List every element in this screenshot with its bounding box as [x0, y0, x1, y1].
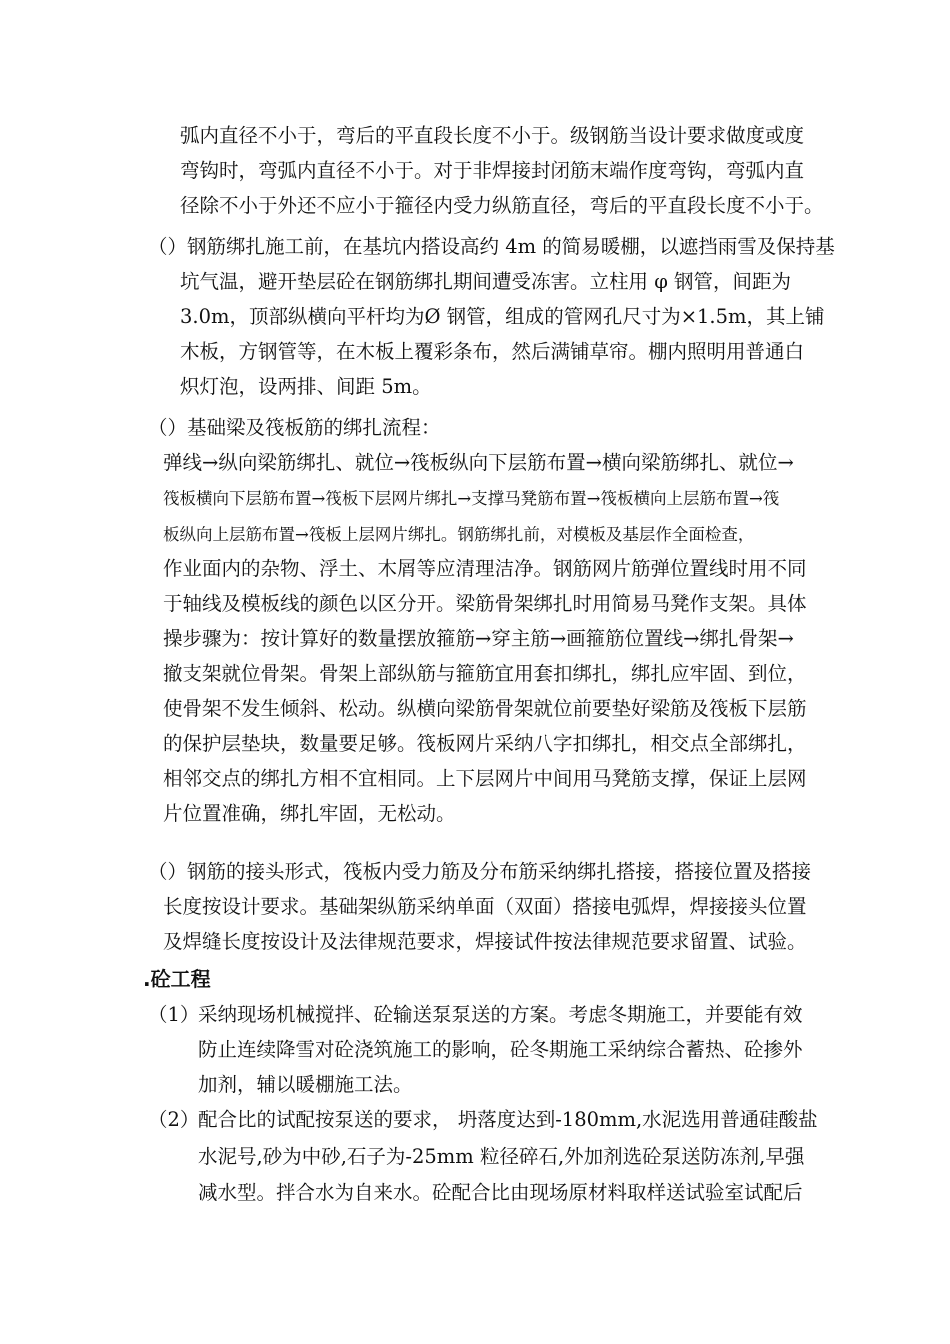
paragraph-line: 片位置准确，绑扎牢固，无松动。: [163, 802, 456, 825]
paragraph-line: 木板，方钢管等，在木板上覆彩条布，然后满铺草帘。棚内照明用普通白: [180, 340, 805, 363]
paragraph-line: 采纳现场机械搅拌、砼输送泵泵送的方案。考虑冬期施工，并要能有效: [198, 1003, 803, 1026]
paragraph-line: 弹线→纵向梁筋绑扎、就位→筏板纵向下层筋布置→横向梁筋绑扎、就位→: [163, 451, 794, 474]
paragraph-line: （）钢筋绑扎施工前，在基坑内搭设高约 4m 的简易暖棚，以遮挡雨雪及保持基: [148, 235, 835, 258]
paragraph-line: 减水型。拌合水为自来水。砼配合比由现场原材料取样送试验室试配后: [198, 1181, 803, 1204]
paragraph-line: 加剂，辅以暖棚施工法。: [198, 1073, 413, 1096]
paragraph-line: 弧内直径不小于，弯后的平直段长度不小于。级钢筋当设计要求做度或度: [180, 124, 805, 147]
paragraph-line: 筏板横向下层筋布置→筏板下层网片绑扎→支撑马凳筋布置→筏板横向上层筋布置→筏: [163, 489, 780, 508]
list-item-number: （2）: [148, 1108, 200, 1131]
paragraph-line: （）钢筋的接头形式，筏板内受力筋及分布筋采纳绑扎搭接，搭接位置及搭接: [148, 860, 812, 883]
paragraph-line: 防止连续降雪对砼浇筑施工的影响，砼冬期施工采纳综合蓄热、砼掺外: [198, 1038, 803, 1061]
list-item-number: （1）: [148, 1003, 200, 1026]
subsection-title: （）基础梁及筏板筋的绑扎流程：: [148, 416, 441, 439]
paragraph-line: 撤支架就位骨架。骨架上部纵筋与箍筋宜用套扣绑扎，绑扎应牢固、到位，: [163, 662, 807, 685]
paragraph-line: 使骨架不发生倾斜、松动。纵横向梁筋骨架就位前要垫好梁筋及筏板下层筋: [163, 697, 807, 720]
paragraph-line: 的保护层垫块，数量要足够。筏板网片采纳八字扣绑扎，相交点全部绑扎，: [163, 732, 807, 755]
paragraph-line: 配合比的试配按泵送的要求， 坍落度达到-180mm,水泥选用普通硅酸盐: [198, 1108, 818, 1131]
paragraph-line: 弯钩时，弯弧内直径不小于。对于非焊接封闭筋末端作度弯钩，弯弧内直: [180, 159, 805, 182]
paragraph-line: 及焊缝长度按设计及法律规范要求，焊接试件按法律规范要求留置、试验。: [163, 930, 807, 953]
paragraph-line: 板纵向上层筋布置→筏板上层网片绑扎。钢筋绑扎前，对模板及基层作全面检查，: [163, 525, 755, 544]
paragraph-line: 长度按设计要求。基础架纵筋采纳单面（双面）搭接电弧焊，焊接接头位置: [163, 895, 807, 918]
paragraph-line: 炽灯泡，设两排、间距 5m。: [180, 375, 432, 398]
paragraph-line: 3.0m，顶部纵横向平杆均为Ø 钢管，组成的管网孔尺寸为×1.5m，其上铺: [180, 305, 825, 328]
paragraph-line: 操步骤为：按计算好的数量摆放箍筋→穿主筋→画箍筋位置线→绑扎骨架→: [163, 627, 794, 650]
paragraph-line: 水泥号,砂为中砂,石子为-25mm 粒径碎石,外加剂选砼泵送防冻剂,早强: [198, 1145, 805, 1168]
section-heading: .砼工程: [143, 967, 211, 991]
paragraph-line: 相邻交点的绑扎方相不宜相同。上下层网片中间用马凳筋支撑，保证上层网: [163, 767, 807, 790]
paragraph-line: 作业面内的杂物、浮土、木屑等应清理洁净。钢筋网片筋弹位置线时用不同: [163, 557, 807, 580]
paragraph-line: 坑气温，避开垫层砼在钢筋绑扎期间遭受冻害。立柱用 φ 钢管，间距为: [180, 270, 792, 293]
paragraph-line: 于轴线及模板线的颜色以区分开。梁筋骨架绑扎时用简易马凳作支架。具体: [163, 592, 807, 615]
paragraph-line: 径除不小于外还不应小于箍径内受力纵筋直径，弯后的平直段长度不小于。: [180, 194, 824, 217]
